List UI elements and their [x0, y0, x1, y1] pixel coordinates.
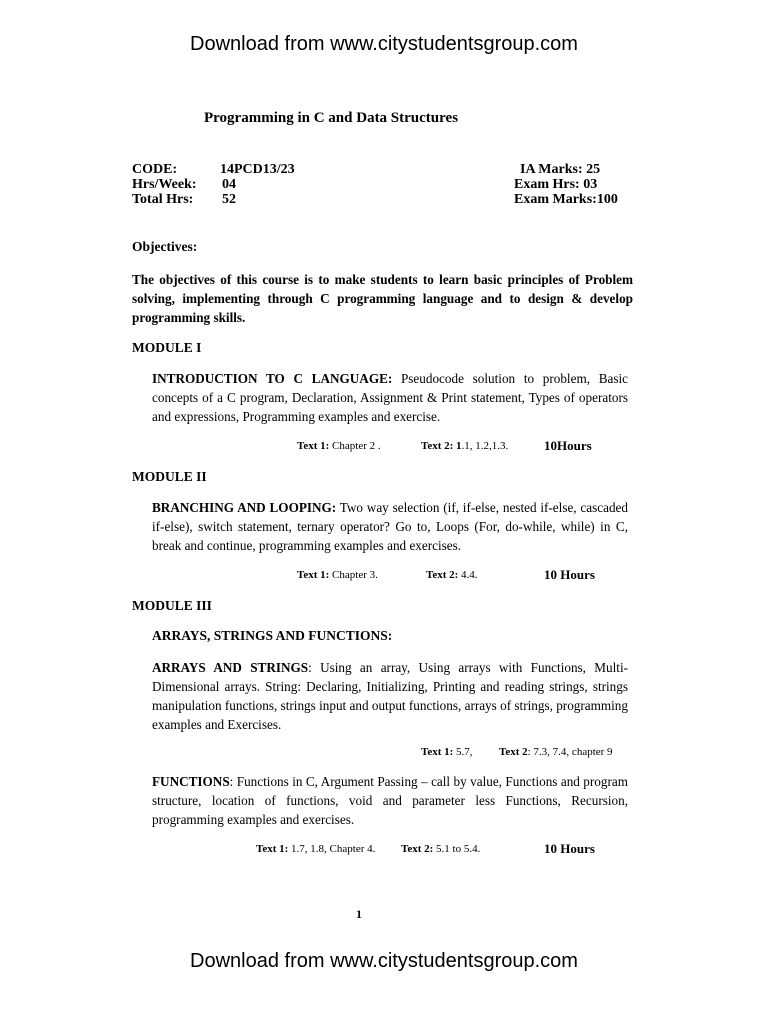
arrays-strings-description — [152, 658, 628, 734]
ia-marks: IA Marks: 25 — [520, 162, 601, 177]
functions-description — [152, 772, 628, 829]
module-3-subheading: ARRAYS, STRINGS AND FUNCTIONS: — [152, 628, 393, 643]
total-hrs-value: 52 — [222, 192, 236, 207]
module-3-text2-ref: Text 2: 5.1 to 5.4. — [401, 843, 481, 855]
page-number: 1 — [356, 907, 362, 921]
module-1-text1-ref: Text 1: Chapter 2 . — [297, 440, 381, 452]
hrs-week-value: 04 — [222, 177, 236, 192]
arrays-strings-topic: ARRAYS AND STRINGS — [152, 660, 309, 675]
exam-marks: Exam Marks:100 — [514, 192, 618, 207]
module-2-text2-ref: Text 2: 4.4. — [426, 569, 478, 581]
code-label: CODE: — [132, 162, 178, 177]
module-2-hours: 10 Hours — [544, 567, 595, 582]
code-value: 14PCD13/23 — [220, 162, 295, 177]
objectives-text: The objectives of this course is to make students to learn basic principles of Problem solving, implementing through C programming language and to design & develop programming skills. — [132, 272, 633, 325]
module-2-body: Two way selection (if, if-else, nested if-else, cascaded if-else), switch statement, ternary operator? Go to, Loops (For, do-while, while) in C, break and continue, programming examples and exercises. — [152, 500, 628, 553]
header-banner: Download from www.citystudentsgroup.com — [190, 33, 578, 55]
footer-banner: Download from www.citystudentsgroup.com — [190, 950, 578, 972]
total-hrs-label: Total Hrs: — [132, 192, 194, 207]
functions-body: : Functions in C, Argument Passing – call by value, Functions and program structure, location of functions, void and parameter less Functions, Recursion, programming examples and exercises. — [152, 774, 628, 827]
functions-topic: FUNCTIONS — [152, 774, 230, 789]
module-3-hours: 10 Hours — [544, 841, 595, 856]
module-1-text2-ref: Text 2: 1.1, 1.2,1.3. — [421, 440, 509, 452]
module-1-description — [152, 369, 628, 426]
page-title: Programming in C and Data Structures — [204, 110, 459, 126]
module-3-heading: MODULE III — [132, 598, 212, 613]
module-2-heading: MODULE II — [132, 469, 207, 484]
module-1-hours: 10Hours — [544, 438, 592, 453]
module-1-body: Pseudocode solution to problem, Basic concepts of a C program, Declaration, Assignment & Print statement, Types of operators and expressions, Programming examples and exercise. — [152, 371, 628, 424]
module-2-description — [152, 498, 628, 555]
module-2-text1-ref: Text 1: Chapter 3. — [297, 569, 378, 581]
module-1-heading: MODULE I — [132, 340, 202, 355]
exam-hrs: Exam Hrs: 03 — [514, 177, 598, 192]
module-1-topic: INTRODUCTION TO C LANGUAGE: — [152, 371, 393, 386]
module-3-text1-ref: Text 1: 1.7, 1.8, Chapter 4. — [256, 843, 376, 855]
objectives-heading: Objectives: — [132, 239, 198, 254]
arrays-text1-ref: Text 1: 5.7, — [421, 746, 473, 758]
hrs-week-label: Hrs/Week: — [132, 177, 197, 192]
arrays-text2-ref: Text 2: 7.3, 7.4, chapter 9 — [499, 746, 613, 758]
arrays-strings-body: : Using an array, Using arrays with Functions, Multi-Dimensional arrays. String: Declaring, Initializing, Printing and reading strings, strings manipulation functions, strings input and output functions, arrays of strings, programming examples and Exercises. — [152, 660, 628, 732]
module-2-topic: BRANCHING AND LOOPING: — [152, 500, 337, 515]
